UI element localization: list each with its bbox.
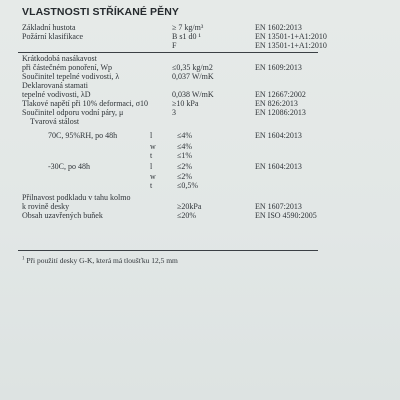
property-row-density bbox=[0, 23, 400, 32]
property-label: Obsah uzavřených buňek bbox=[22, 211, 103, 220]
property-value: 0,038 W/mK bbox=[172, 90, 214, 99]
property-standard: EN ISO 4590:2005 bbox=[255, 211, 317, 220]
property-label: tepelné vodivosti, λD bbox=[22, 90, 91, 99]
property-value: B s1 d0 ¹ bbox=[172, 32, 201, 41]
property-label: Přilnavost podkladu v tahu kolmo bbox=[22, 193, 131, 202]
property-row-fire-class bbox=[0, 32, 400, 41]
property-value: ≥20kPa bbox=[177, 202, 202, 211]
stability-dimension: t bbox=[150, 151, 153, 160]
property-value: 0,037 W/mK bbox=[172, 72, 214, 81]
property-value: ≥10 kPa bbox=[172, 99, 199, 108]
property-standard: EN 13501-1+A1:2010 bbox=[255, 32, 327, 41]
property-standard: EN 1602:2013 bbox=[255, 23, 302, 32]
section-divider bbox=[18, 52, 318, 53]
footnote-divider bbox=[18, 250, 318, 251]
footnote-text: Při použití desky G-K, která má tloušťku 12,5 mm bbox=[26, 256, 178, 265]
property-row-declared-header bbox=[0, 81, 400, 90]
property-value: ≥ 7 kg/m³ bbox=[172, 23, 204, 32]
property-row-thermal-conductivity bbox=[0, 72, 400, 81]
property-label: Deklarovaná stamati bbox=[22, 81, 88, 90]
property-row-vapour-resistance bbox=[0, 108, 400, 117]
stability-row bbox=[0, 172, 400, 181]
property-row-absorption bbox=[0, 63, 400, 72]
property-value: ≤0,35 kg/m2 bbox=[172, 63, 213, 72]
property-row-absorption-header bbox=[0, 54, 400, 63]
property-value: F bbox=[172, 41, 177, 50]
property-row-fire-class-f bbox=[0, 41, 400, 50]
property-value: 3 bbox=[172, 108, 176, 117]
stability-dimension: l bbox=[150, 162, 153, 171]
stability-value: ≤2% bbox=[177, 162, 193, 171]
property-row-stability-header bbox=[0, 117, 400, 126]
property-standard: EN 12667:2002 bbox=[255, 90, 306, 99]
property-label: k rovině desky bbox=[22, 202, 70, 211]
stability-row bbox=[0, 142, 400, 151]
property-label: Požární klasifikace bbox=[22, 32, 84, 41]
stability-row bbox=[0, 181, 400, 190]
stability-row bbox=[0, 131, 400, 140]
property-label: Krátkodobá nasákavost bbox=[22, 54, 97, 63]
document-title: VLASTNOSTI STŘÍKANÉ PĚNY bbox=[22, 6, 179, 18]
property-label: Součinitel odporu vodní páry, μ bbox=[22, 108, 124, 117]
property-row-closed-cells bbox=[0, 211, 400, 220]
stability-value: ≤1% bbox=[177, 151, 193, 160]
property-row-adhesion bbox=[0, 202, 400, 211]
property-row-compressive-stress bbox=[0, 99, 400, 108]
stability-value: ≤0,5% bbox=[177, 181, 199, 190]
property-standard: EN 13501-1+A1:2010 bbox=[255, 41, 327, 50]
property-value: ≤20% bbox=[177, 211, 197, 220]
property-label: Základní hustota bbox=[22, 23, 76, 32]
property-standard: EN 826:2013 bbox=[255, 99, 298, 108]
footnote bbox=[22, 256, 178, 265]
stability-row bbox=[0, 162, 400, 171]
stability-value: ≤4% bbox=[177, 131, 193, 140]
property-standard: EN 12086:2013 bbox=[255, 108, 306, 117]
property-label: při částečném ponoření, Wp bbox=[22, 63, 113, 72]
property-row-adhesion-header bbox=[0, 193, 400, 202]
stability-dimension: w bbox=[150, 172, 156, 181]
stability-dimension: t bbox=[150, 181, 153, 190]
property-label: Součinitel tepelné vodivosti, λ bbox=[22, 72, 120, 81]
footnote-marker: 1 bbox=[22, 256, 25, 262]
property-standard: EN 1609:2013 bbox=[255, 63, 302, 72]
property-standard: EN 1607:2013 bbox=[255, 202, 302, 211]
stability-value: ≤4% bbox=[177, 142, 193, 151]
property-label: Tvarová stálost bbox=[30, 117, 80, 126]
stability-group-label: -30C, po 48h bbox=[48, 162, 90, 171]
stability-row bbox=[0, 151, 400, 160]
stability-standard: EN 1604:2013 bbox=[255, 162, 302, 171]
property-label: Tlakové napětí při 10% deformaci, σ10 bbox=[22, 99, 149, 108]
property-row-declared-conductivity bbox=[0, 90, 400, 99]
stability-value: ≤2% bbox=[177, 172, 193, 181]
stability-dimension: w bbox=[150, 142, 156, 151]
stability-dimension: l bbox=[150, 131, 153, 140]
stability-standard: EN 1604:2013 bbox=[255, 131, 302, 140]
stability-group-label: 70C, 95%RH, po 48h bbox=[48, 131, 118, 140]
